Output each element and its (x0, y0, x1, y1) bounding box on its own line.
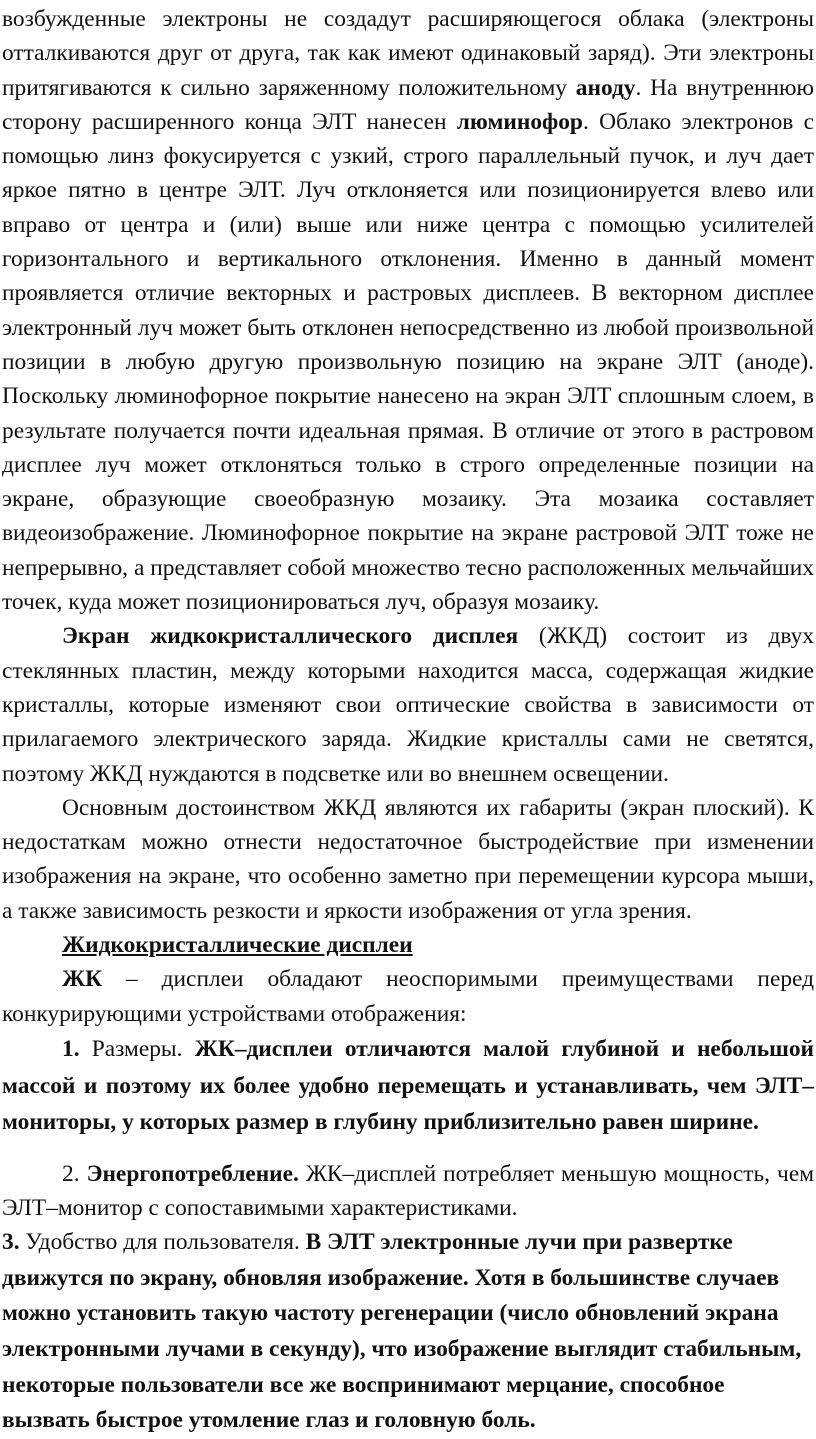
list-item-size (2, 1031, 814, 1141)
paragraph-lcd-screen-text: (ЖКД) состоит из двух стеклянных пластин, между которыми находится масса, содержащая жидкие кристаллы, которые изменяют свои оптические свойства в зависимости от прилагаемого электрического заряда. Жидкие кристаллы сами не светятся, поэтому ЖКД нуждаются в подсветке или во внешнем освещении. (2, 623, 815, 787)
list-item-power-label: Энергопотребление. (86, 1160, 299, 1187)
term-lc: ЖК (62, 966, 103, 993)
paragraph-crt-text: возбужденные электроны не создадут расширяющегося облака (электроны отталкиваются друг от друга, так как имеют одинаковый заряд). Эти электроны притягиваются к сильно заряженному положительному (2, 6, 814, 101)
paragraph-crt (2, 2, 814, 619)
list-item-usability-number: 3. (2, 1229, 20, 1256)
paragraph-lcd-advantages: Основным достоинством ЖКД являются их габариты (экран плоский). К недостаткам можно отнести недостаточное быстродействие при изменении изображения на экране, что особенно заметно при перемещении курсора мыши, а также зависимость резкости и яркости изображения от угла зрения. (2, 794, 814, 924)
term-phosphor: люминофор (456, 108, 583, 135)
term-anode: аноду (575, 74, 636, 101)
paragraph-crt-rest: . Облако электронов с помощью линз фокусируется с узкий, строго параллельный пучок, и луч дает яркое пятно в центре ЭЛТ. Луч отклоняется или позиционируется влево или вправо от центра и (или) выше или ниже центра с помощью усилителей горизонтального и вертикального отклонения. Именно в данный момент проявляется отличие векторных и растровых дисплеев. В векторном дисплее электронный луч может быть отклонен непосредственно из любой произвольной позиции в любую другую произвольную позицию на экране ЭЛТ (аноде). Поскольку люминофорное покрытие нанесено на экран ЭЛТ сплошным слоем, в результате получается почти идеальная прямая. В отличие от этого в растровом дисплее луч может отклоняться только в строго определенные позиции на экране, образующие своеобразную мозаику. Эта мозаика составляет видеоизображение. Люминофорное покрытие на экране растровой ЭЛТ тоже не непрерывно, а представляет собой множество тесно расположенных мельчайших точек, куда может позиционироваться луч, образуя мозаику. (2, 108, 814, 616)
list-item-power (2, 1157, 814, 1226)
spacer (2, 1141, 814, 1157)
term-lcd-screen: Экран жидкокристаллического дисплея (62, 623, 519, 650)
section-heading: Жидкокристаллические дисплеи (62, 932, 413, 959)
list-item-size-number: 1. (62, 1035, 80, 1062)
list-item-power-number: 2. (62, 1160, 87, 1187)
list-item-usability-text: В ЭЛТ электронные лучи при развертке движутся по экрану, обновляя изображение. Хотя в большинстве случаев можно установить такую частоту регенерации (число обновлений экрана электронными лучами в секунду), что изображение выглядит стабильным, некоторые пользователи все же воспринимают мерцание, способное вызвать быстрое утомление глаз и головную боль. (2, 1229, 802, 1434)
paragraph-crt-mid: . На внутреннюю сторону расширенного конца ЭЛТ нанесен (2, 74, 814, 135)
list-item-usability (2, 1225, 814, 1439)
list-item-size-label: Размеры. (79, 1035, 195, 1062)
paragraph-lc-intro (2, 962, 814, 1031)
list-item-size-text: ЖК–дисплеи отличаются малой глубиной и небольшой массой и поэтому их более удобно перемещать и устанавливать, чем ЭЛТ–мониторы, у которых размер в глубину приблизительно равен ширине. (2, 1035, 815, 1136)
paragraph-lc-intro-text: – дисплеи обладают неоспоримыми преимуществами перед конкурирующими устройствами отображения: (2, 966, 814, 1027)
list-item-usability-label: Удобство для пользователя. (19, 1229, 306, 1256)
paragraph-lcd-screen (2, 619, 814, 790)
list-item-power-text: ЖК–дисплей потребляет меньшую мощность, чем ЭЛТ–монитор с сопоставимыми характеристиками. (2, 1160, 815, 1221)
